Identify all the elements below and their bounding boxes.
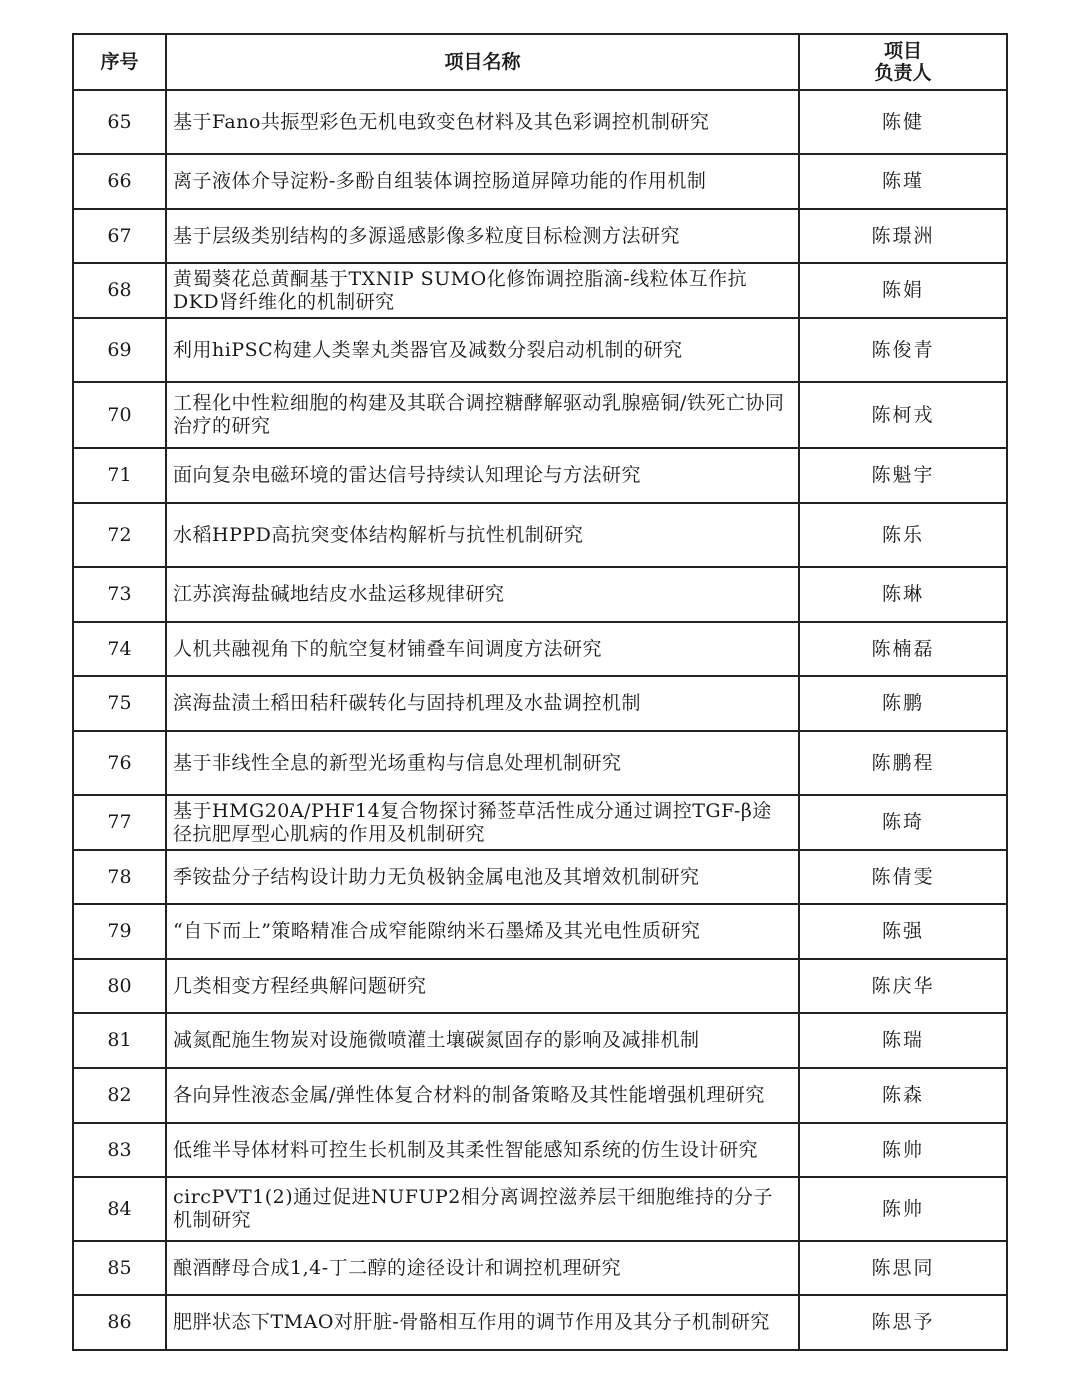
row-leader: 陈瑾	[799, 154, 1007, 209]
row-leader: 陈瑞	[799, 1013, 1007, 1068]
row-project-name: 滨海盐渍土稻田秸秆碳转化与固持机理及水盐调控机制	[166, 676, 799, 731]
row-number: 85	[73, 1241, 166, 1295]
table-row	[73, 1241, 1007, 1295]
row-number: 66	[73, 154, 166, 209]
row-leader: 陈琳	[799, 567, 1007, 622]
row-number: 83	[73, 1123, 166, 1177]
table-row	[73, 904, 1007, 959]
row-number: 81	[73, 1013, 166, 1068]
table-row	[73, 154, 1007, 209]
row-leader: 陈思同	[799, 1241, 1007, 1295]
table-row	[73, 731, 1007, 795]
table-header-row	[73, 34, 1007, 90]
table-row	[73, 1177, 1007, 1241]
row-leader: 陈倩雯	[799, 850, 1007, 904]
row-leader: 陈庆华	[799, 959, 1007, 1013]
row-number: 86	[73, 1295, 166, 1350]
row-project-name: 肥胖状态下TMAO对肝脏-骨骼相互作用的调节作用及其分子机制研究	[166, 1295, 799, 1350]
table-row	[73, 503, 1007, 567]
row-leader: 陈思予	[799, 1295, 1007, 1350]
header-project-name: 项目名称	[166, 34, 799, 90]
row-leader: 陈健	[799, 90, 1007, 154]
table-row	[73, 1295, 1007, 1350]
row-project-name: 基于层级类别结构的多源遥感影像多粒度目标检测方法研究	[166, 209, 799, 263]
row-project-name: 利用hiPSC构建人类睾丸类器官及减数分裂启动机制的研究	[166, 318, 799, 382]
row-leader: 陈森	[799, 1068, 1007, 1123]
project-list-page	[72, 33, 1006, 1351]
row-project-name: “自下而上”策略精准合成窄能隙纳米石墨烯及其光电性质研究	[166, 904, 799, 959]
row-project-name: 工程化中性粒细胞的构建及其联合调控糖酵解驱动乳腺癌铜/铁死亡协同治疗的研究	[166, 382, 799, 448]
row-number: 80	[73, 959, 166, 1013]
table-row	[73, 850, 1007, 904]
table-row	[73, 676, 1007, 731]
row-project-name: 江苏滨海盐碱地结皮水盐运移规律研究	[166, 567, 799, 622]
table-row	[73, 622, 1007, 676]
row-number: 76	[73, 731, 166, 795]
row-leader: 陈柯戎	[799, 382, 1007, 448]
row-project-name: circPVT1(2)通过促进NUFUP2相分离调控滋养层干细胞维持的分子机制研究	[166, 1177, 799, 1241]
row-project-name: 减氮配施生物炭对设施微喷灌土壤碳氮固存的影响及减排机制	[166, 1013, 799, 1068]
row-leader: 陈琦	[799, 795, 1007, 850]
row-leader: 陈鹏程	[799, 731, 1007, 795]
row-number: 77	[73, 795, 166, 850]
row-number: 69	[73, 318, 166, 382]
table-row	[73, 567, 1007, 622]
row-number: 67	[73, 209, 166, 263]
row-leader: 陈楠磊	[799, 622, 1007, 676]
row-project-name: 基于HMG20A/PHF14复合物探讨豨莶草活性成分通过调控TGF-β途径抗肥厚型心肌病的作用及机制研究	[166, 795, 799, 850]
row-leader: 陈鹏	[799, 676, 1007, 731]
row-project-name: 各向异性液态金属/弹性体复合材料的制备策略及其性能增强机理研究	[166, 1068, 799, 1123]
row-project-name: 黄蜀葵花总黄酮基于TXNIP SUMO化修饰调控脂滴-线粒体互作抗DKD肾纤维化的机制研究	[166, 263, 799, 318]
table-row	[73, 209, 1007, 263]
table-row	[73, 795, 1007, 850]
row-number: 79	[73, 904, 166, 959]
table-row	[73, 263, 1007, 318]
row-leader: 陈帅	[799, 1123, 1007, 1177]
row-project-name: 几类相变方程经典解问题研究	[166, 959, 799, 1013]
row-number: 75	[73, 676, 166, 731]
row-number: 65	[73, 90, 166, 154]
row-number: 74	[73, 622, 166, 676]
row-number: 70	[73, 382, 166, 448]
row-leader: 陈璟洲	[799, 209, 1007, 263]
header-seq: 序号	[73, 34, 166, 90]
row-project-name: 低维半导体材料可控生长机制及其柔性智能感知系统的仿生设计研究	[166, 1123, 799, 1177]
row-number: 82	[73, 1068, 166, 1123]
header-leader-line1: 项目	[883, 40, 922, 62]
table-row	[73, 448, 1007, 503]
row-number: 78	[73, 850, 166, 904]
table-row	[73, 1068, 1007, 1123]
row-project-name: 基于Fano共振型彩色无机电致变色材料及其色彩调控机制研究	[166, 90, 799, 154]
table-row	[73, 1123, 1007, 1177]
table-row	[73, 959, 1007, 1013]
row-number: 73	[73, 567, 166, 622]
row-number: 68	[73, 263, 166, 318]
row-project-name: 水稻HPPD高抗突变体结构解析与抗性机制研究	[166, 503, 799, 567]
row-project-name: 离子液体介导淀粉-多酚自组装体调控肠道屏障功能的作用机制	[166, 154, 799, 209]
row-leader: 陈强	[799, 904, 1007, 959]
row-leader: 陈俊青	[799, 318, 1007, 382]
row-leader: 陈帅	[799, 1177, 1007, 1241]
row-project-name: 基于非线性全息的新型光场重构与信息处理机制研究	[166, 731, 799, 795]
row-project-name: 酿酒酵母合成1,4-丁二醇的途径设计和调控机理研究	[166, 1241, 799, 1295]
table-row	[73, 318, 1007, 382]
row-leader: 陈娟	[799, 263, 1007, 318]
row-number: 84	[73, 1177, 166, 1241]
row-leader: 陈魁宇	[799, 448, 1007, 503]
row-project-name: 季铵盐分子结构设计助力无负极钠金属电池及其增效机制研究	[166, 850, 799, 904]
header-leader	[799, 34, 1007, 90]
row-number: 72	[73, 503, 166, 567]
table-row	[73, 90, 1007, 154]
row-project-name: 面向复杂电磁环境的雷达信号持续认知理论与方法研究	[166, 448, 799, 503]
row-project-name: 人机共融视角下的航空复材铺叠车间调度方法研究	[166, 622, 799, 676]
header-leader-line2: 负责人	[874, 62, 932, 84]
table-row	[73, 382, 1007, 448]
project-table	[72, 33, 1008, 1351]
table-row	[73, 1013, 1007, 1068]
row-number: 71	[73, 448, 166, 503]
row-leader: 陈乐	[799, 503, 1007, 567]
